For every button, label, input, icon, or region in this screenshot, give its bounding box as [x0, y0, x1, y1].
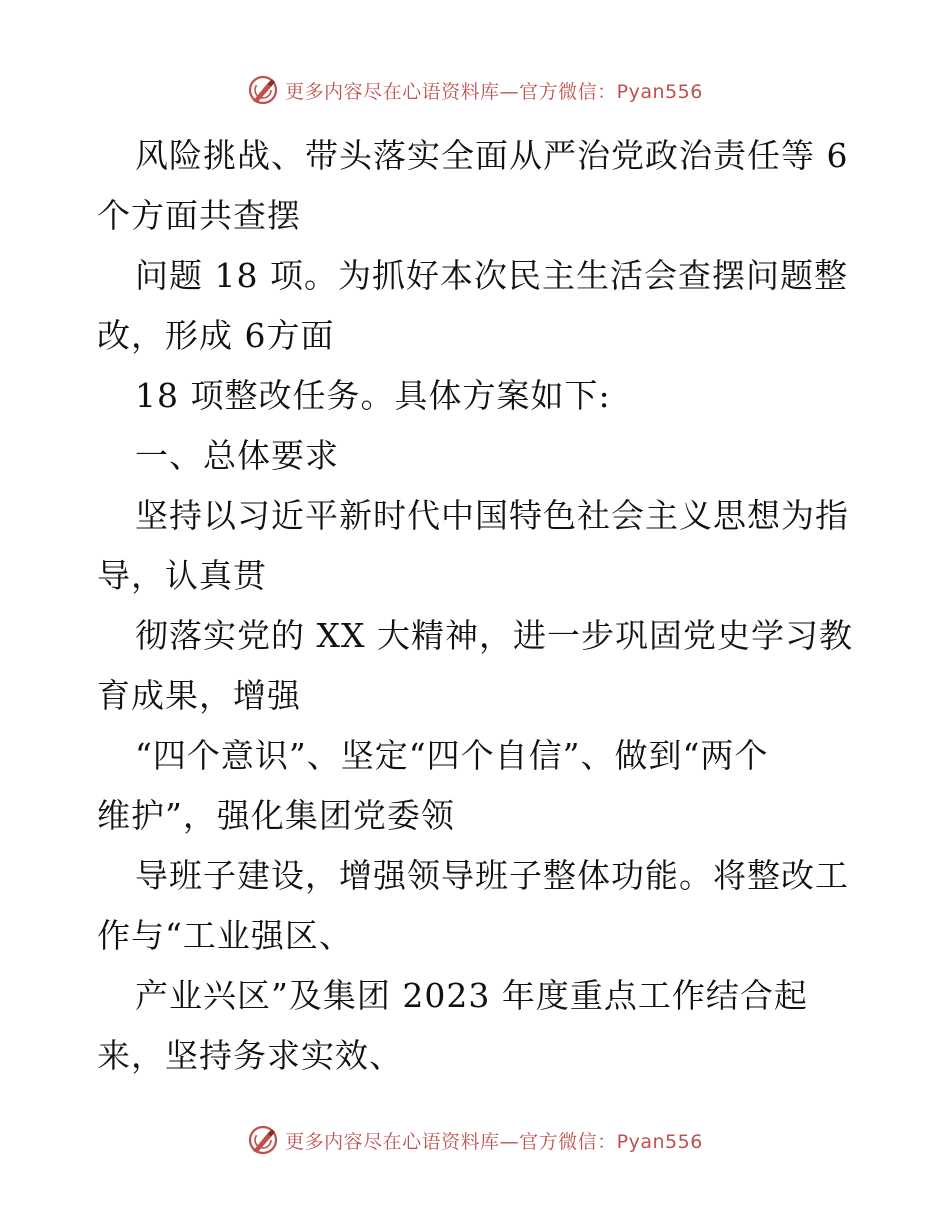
footer-banner-text: 更多内容尽在心语资料库—官方微信：Pyan556 — [285, 1130, 703, 1153]
body-line: 导，认真贯 — [97, 556, 267, 595]
pen-logo-icon — [247, 1124, 279, 1156]
body-line: 问题 18 项。为抓好本次民主生活会查摆问题整 — [135, 256, 848, 295]
body-line: 导班子建设，增强领导班子整体功能。将整改工 — [135, 856, 849, 895]
body-line: 产业兴区”及集团 2023 年度重点工作结合起 — [135, 976, 808, 1015]
body-line: 彻落实党的 XX 大精神，进一步巩固党史学习教 — [135, 616, 853, 655]
body-line: 18 项整改任务。具体方案如下: — [135, 376, 611, 415]
body-line: 来，坚持务求实效、 — [97, 1036, 403, 1075]
body-line: 风险挑战、带头落实全面从严治党政治责任等 6 — [135, 136, 849, 175]
body-line: 作与“工业强区、 — [97, 916, 353, 955]
body-line: 维护”，强化集团党委领 — [97, 796, 455, 835]
body-line: 坚持以习近平新时代中国特色社会主义思想为指 — [135, 496, 849, 535]
body-line: 育成果，增强 — [97, 676, 301, 715]
header-banner — [0, 70, 950, 110]
body-line: 改，形成 6方面 — [97, 316, 335, 355]
body-line: 个方面共查摆 — [97, 196, 301, 235]
body-line: “四个意识”、坚定“四个自信”、做到“两个 — [135, 736, 769, 775]
document-body — [97, 126, 857, 1086]
footer-banner — [0, 1120, 950, 1160]
pen-logo-icon — [247, 74, 279, 106]
section-heading: 一、总体要求 — [135, 436, 339, 475]
header-banner-text: 更多内容尽在心语资料库—官方微信：Pyan556 — [285, 80, 703, 103]
